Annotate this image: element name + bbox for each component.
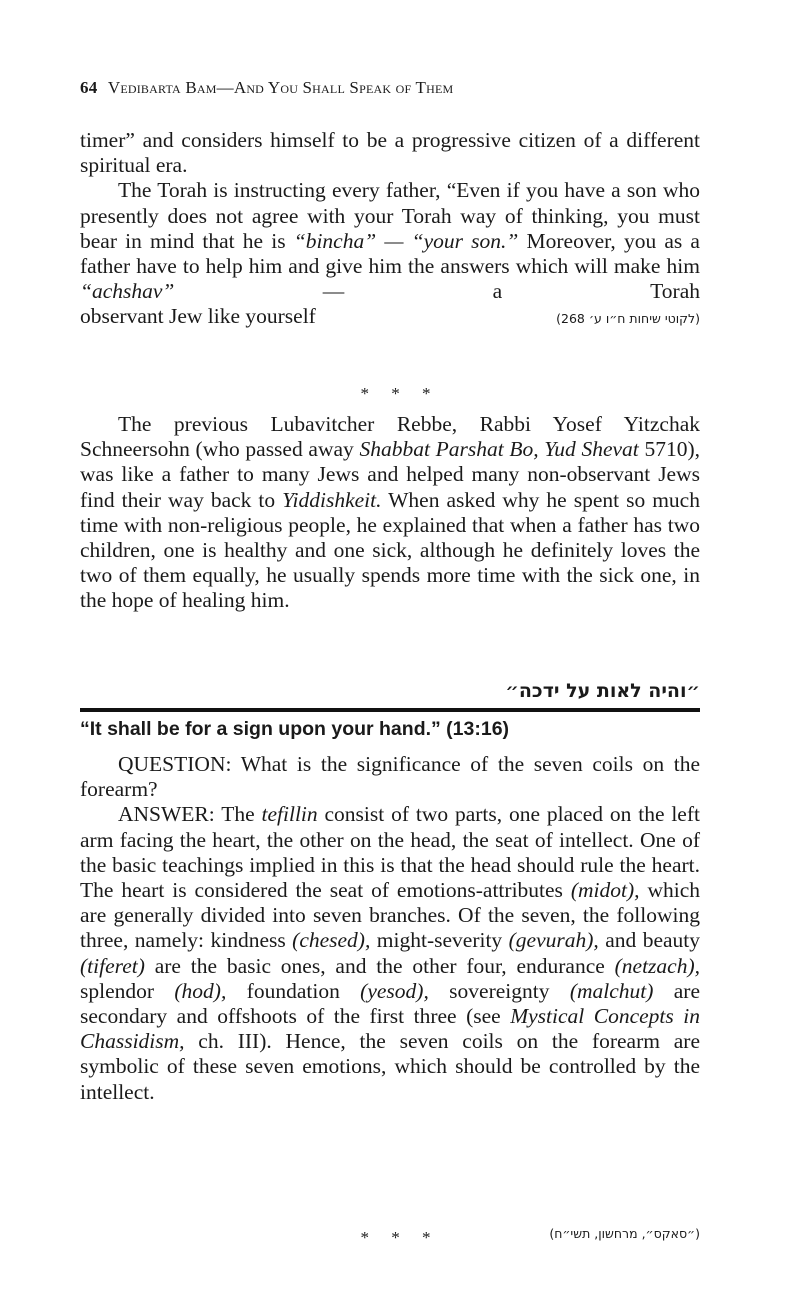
italic-run: (hod),	[174, 978, 227, 1003]
hebrew-verse-heading: ״והיה לאות על ידכה״	[505, 680, 700, 702]
section-body-1	[80, 128, 700, 332]
source-citation: (״סאקס״, מרחשון, תשי״ח)	[549, 1226, 700, 1241]
text-run: and beauty	[598, 928, 700, 953]
paragraph-tail: observant Jew like yourself	[80, 304, 316, 329]
italic-run: “achshav”	[80, 279, 175, 304]
running-title: Vedibarta Bam—And You Shall Speak of Them	[107, 78, 454, 97]
heading-rule	[80, 708, 700, 712]
italic-run: tefillin	[261, 802, 318, 827]
text-run: The previous Lubavitcher Rebbe, Rabbi Yosef Yitzchak Schneersohn (who passed away	[80, 412, 700, 462]
text-run: sovereignty	[428, 978, 570, 1003]
page-number: 64	[80, 78, 98, 97]
text-run: are the basic ones, and the other four, endurance	[144, 953, 615, 978]
italic-run: Yiddishkeit.	[282, 487, 382, 512]
italic-run: (tiferet)	[80, 953, 145, 978]
text-run: are secondary and offshoots of the first three (see	[80, 978, 701, 1029]
section-divider: * * *	[360, 384, 440, 403]
italic-run: Mystical Concepts in Chassidism,	[80, 1004, 700, 1054]
italic-run: “bincha” — “your son.”	[293, 228, 519, 253]
text-run: consist of two parts, one placed on the left arm facing the heart, the other on the head, the seat of intellect. One of the basic teachings implied in this is that the head should rule the heart. The heart is considered the seat of emotions-attributes	[80, 802, 700, 903]
text-run: foundation	[226, 978, 361, 1003]
text-run: splendor	[80, 978, 175, 1003]
text-run: 5710), was like a father to many Jews and helped many non-observant Jews find their way back to	[80, 437, 700, 512]
italic-run: (yesod),	[360, 978, 429, 1003]
text-run: ch. III). Hence, the seven coils on the forearm are symbolic of these seven emotions, which should be controlled by the intellect.	[80, 1029, 700, 1104]
italic-run: (netzach),	[614, 953, 700, 978]
text-run: which are generally divided into seven branches. Of the seven, the following three, namely: kindness	[80, 878, 700, 953]
text-run: Moreover, you as a father have to help him and give him the answers which will make him	[80, 228, 700, 279]
italic-run: (malchut)	[569, 978, 654, 1003]
text-run: When asked why he spent so much time with non-religious people, he explained that when a father has two children, one is healthy and one sick, although he definitely loves the two of them equally, he usually spends more time with the sick one, in the hope of healing him.	[80, 487, 700, 613]
text-run: The Torah is instructing every father, “Even if you have a son who presently does not agree with your Torah way of thinking, you must bear in mind that he is	[80, 178, 700, 253]
section-body-3	[80, 752, 700, 1105]
answer-paragraph	[80, 802, 700, 1104]
question-paragraph: QUESTION: What is the significance of the seven coils on the forearm?	[80, 752, 700, 802]
italic-run: (midot),	[570, 878, 640, 903]
paragraph	[80, 412, 700, 614]
text-run: — a Torah	[174, 279, 700, 304]
paragraph-last-line	[80, 304, 700, 331]
english-verse-heading: “It shall be for a sign upon your hand.” (13:16)	[80, 718, 510, 740]
italic-run: (chesed),	[292, 928, 371, 953]
section-body-2	[80, 412, 700, 614]
text-run: ANSWER: The	[118, 802, 262, 827]
italic-run: (gevurah),	[508, 928, 599, 953]
paragraph	[80, 178, 700, 304]
italic-run: Shabbat Parshat Bo, Yud Shevat	[359, 437, 639, 462]
section-divider: * * *	[360, 1228, 440, 1247]
paragraph: timer” and considers himself to be a progressive citizen of a different spiritual era.	[80, 128, 700, 178]
source-citation: (לקוטי שיחות ח״ו ע׳ 268)	[556, 311, 700, 327]
running-header	[80, 78, 453, 98]
text-run: might-severity	[370, 928, 509, 953]
